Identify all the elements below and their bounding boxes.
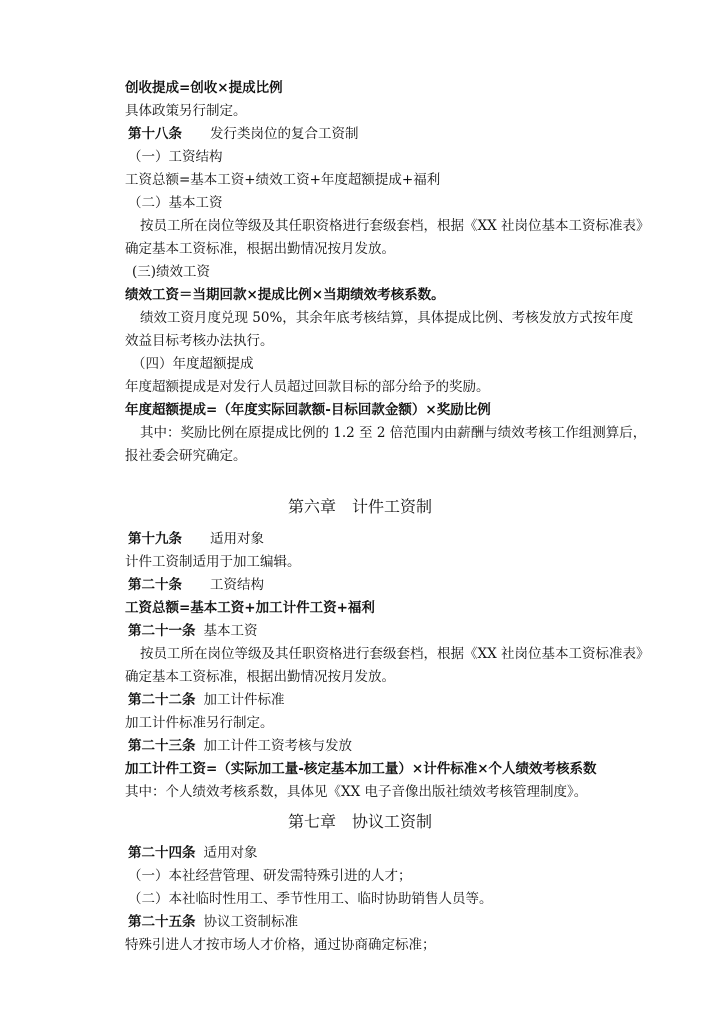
article-title: 工资结构 <box>210 577 264 593</box>
article-number: 第十八条 <box>128 126 182 142</box>
formula-line: 加工计件工资=（实际加工量-核定基本加工量）×计件标准×个人绩效考核系数 <box>125 761 597 777</box>
formula-line: 年度超额提成=（年度实际回款额-目标回款金额）×奖励比例 <box>125 402 491 418</box>
chapter-heading <box>0 497 720 517</box>
article-number: 第二十二条 <box>128 692 196 708</box>
text-line: 绩效工资月度兑现 50%，其余年底考核结算，具体提成比例、考核发放方式按年度 <box>140 310 634 326</box>
article-heading <box>128 913 298 931</box>
article-number: 第二十四条 <box>128 845 196 861</box>
article-title: 基本工资 <box>203 623 258 639</box>
article-number: 第二十条 <box>128 577 182 593</box>
text-line: 效益目标考核办法执行。 <box>125 333 274 349</box>
text-line: （一）工资结构 <box>128 149 223 165</box>
article-heading <box>128 576 264 594</box>
text-line: 确定基本工资标准，根据出勤情况按月发放。 <box>125 241 395 257</box>
text-line: 年度超额提成是对发行人员超过回款目标的部分给予的奖励。 <box>125 379 490 395</box>
article-title: 发行类岗位的复合工资制 <box>210 126 359 142</box>
article-heading <box>128 737 352 755</box>
text-line: 按员工所在岗位等级及其任职资格进行套级套档，根据《XX 社岗位基本工资标准表》 <box>140 218 650 234</box>
article-title: 加工计件标准 <box>203 692 285 708</box>
text-line: 计件工资制适用于加工编辑。 <box>125 554 301 570</box>
article-heading <box>128 844 258 862</box>
article-number: 第二十三条 <box>128 738 196 754</box>
chapter-heading <box>0 812 720 832</box>
formula-line: 绩效工资＝当期回款×提成比例×当期绩效考核系数。 <box>125 287 445 303</box>
article-heading <box>128 530 264 548</box>
text-line: 具体政策另行制定。 <box>125 103 247 119</box>
article-number: 第二十五条 <box>128 914 196 930</box>
article-number: 第十九条 <box>128 531 182 547</box>
text-line: 其中：奖励比例在原提成比例的 1.2 至 2 倍范围内由薪酬与绩效考核工作组测算后， <box>140 425 647 441</box>
article-title: 适用对象 <box>203 845 258 861</box>
chapter-title: 计件工资制 <box>352 497 433 516</box>
text-line: 工资总额=基本工资+绩效工资+年度超额提成+福利 <box>125 172 441 188</box>
article-title: 适用对象 <box>210 531 264 547</box>
chapter-number: 第六章 <box>287 497 336 516</box>
text-line: （二）本社临时性用工、季节性用工、临时协助销售人员等。 <box>128 891 493 907</box>
text-line: (三)绩效工资 <box>132 264 211 280</box>
text-line: 按员工所在岗位等级及其任职资格进行套级套档，根据《XX 社岗位基本工资标准表》 <box>140 646 650 662</box>
article-number: 第二十一条 <box>128 623 196 639</box>
text-line: 确定基本工资标准，根据出勤情况按月发放。 <box>125 669 395 685</box>
text-line: 其中：个人绩效考核系数，具体见《XX 电子音像出版社绩效考核管理制度》。 <box>125 784 588 800</box>
article-title: 协议工资制标准 <box>203 914 298 930</box>
text-line: 加工计件标准另行制定。 <box>125 715 274 731</box>
formula-line: 工资总额=基本工资+加工计件工资+福利 <box>125 600 375 616</box>
text-line: （二）基本工资 <box>128 195 223 211</box>
text-line: （一）本社经营管理、研发需特殊引进的人才； <box>128 868 412 884</box>
chapter-title: 协议工资制 <box>352 812 433 831</box>
article-heading <box>128 125 359 143</box>
formula-bonus-line: 创收提成=创收×提成比例 <box>125 80 283 96</box>
article-heading <box>128 622 258 640</box>
text-line: （四）年度超额提成 <box>132 356 254 372</box>
text-line: 特殊引进人才按市场人才价格，通过协商确定标准； <box>125 937 436 953</box>
article-title: 加工计件工资考核与发放 <box>203 738 352 754</box>
text-line: 报社委会研究确定。 <box>125 448 247 464</box>
article-heading <box>128 691 285 709</box>
chapter-number: 第七章 <box>287 812 336 831</box>
